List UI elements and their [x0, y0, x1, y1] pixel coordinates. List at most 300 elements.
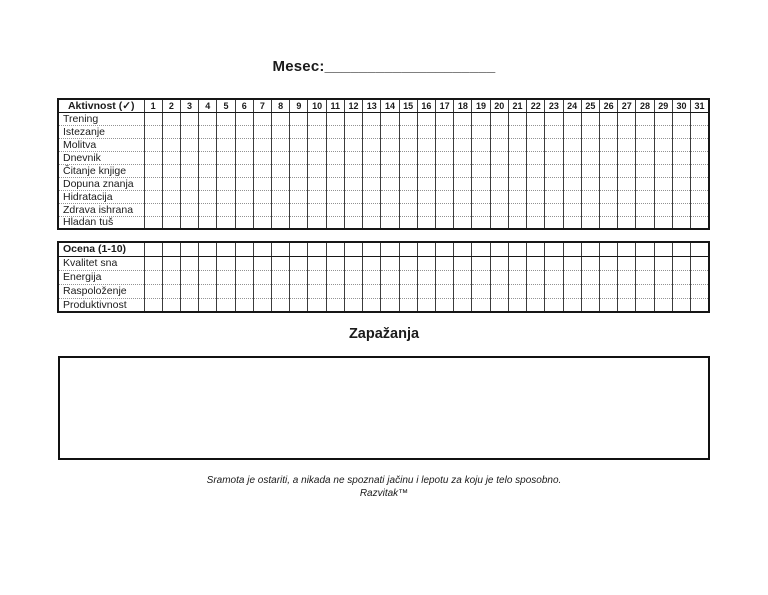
row-label: Hladan tuš [58, 216, 144, 229]
grid-cell [654, 298, 672, 312]
day-header-cell: 20 [490, 99, 508, 112]
activity-table [57, 98, 710, 230]
grid-cell [363, 112, 381, 125]
grid-cell [527, 112, 545, 125]
grid-cell [326, 284, 344, 298]
grid-cell [253, 125, 271, 138]
grid-cell [545, 177, 563, 190]
grid-cell [636, 177, 654, 190]
grid-cell [417, 270, 435, 284]
grid-cell [308, 164, 326, 177]
grid-cell [508, 190, 526, 203]
grid-cell [490, 284, 508, 298]
empty-header-cell [454, 242, 472, 256]
grid-cell [144, 298, 162, 312]
grid-cell [545, 138, 563, 151]
day-header-cell: 10 [308, 99, 326, 112]
day-header-cell: 27 [618, 99, 636, 112]
grid-cell [235, 298, 253, 312]
grid-cell [381, 203, 399, 216]
grid-cell [436, 298, 454, 312]
grid-cell [199, 112, 217, 125]
grid-cell [272, 112, 290, 125]
grid-cell [672, 256, 690, 270]
row-label: Dnevnik [58, 151, 144, 164]
grid-cell [235, 190, 253, 203]
grid-cell [253, 151, 271, 164]
grid-cell [144, 112, 162, 125]
grid-cell [180, 138, 198, 151]
grid-cell [399, 151, 417, 164]
grid-cell [654, 164, 672, 177]
grid-cell [545, 190, 563, 203]
grid-cell [508, 112, 526, 125]
day-header-cell: 31 [691, 99, 709, 112]
grid-cell [545, 284, 563, 298]
grid-cell [417, 203, 435, 216]
grid-cell [290, 151, 308, 164]
table-row [58, 112, 709, 125]
grid-cell [272, 125, 290, 138]
empty-header-cell [344, 242, 362, 256]
grid-cell [162, 256, 180, 270]
grid-cell [235, 138, 253, 151]
grid-cell [308, 138, 326, 151]
day-header-cell: 26 [599, 99, 617, 112]
grid-cell [599, 284, 617, 298]
grid-cell [235, 270, 253, 284]
table-row [58, 203, 709, 216]
grid-cell [217, 112, 235, 125]
grid-cell [162, 203, 180, 216]
grid-cell [326, 112, 344, 125]
grid-cell [581, 284, 599, 298]
table-row [58, 151, 709, 164]
table-row [58, 190, 709, 203]
grid-cell [399, 298, 417, 312]
grid-cell [308, 151, 326, 164]
row-label: Čitanje knjige [58, 164, 144, 177]
row-label: Istezanje [58, 125, 144, 138]
empty-header-cell [290, 242, 308, 256]
grid-cell [162, 112, 180, 125]
grid-cell [454, 112, 472, 125]
grid-cell [527, 177, 545, 190]
empty-header-cell [199, 242, 217, 256]
grid-cell [563, 151, 581, 164]
grid-cell [180, 284, 198, 298]
table-row [58, 177, 709, 190]
grid-cell [363, 298, 381, 312]
grid-cell [308, 284, 326, 298]
grid-cell [454, 125, 472, 138]
grid-cell [618, 256, 636, 270]
grid-cell [527, 190, 545, 203]
grid-cell [490, 164, 508, 177]
grid-cell [654, 112, 672, 125]
grid-cell [436, 125, 454, 138]
grid-cell [654, 190, 672, 203]
day-header-cell: 13 [363, 99, 381, 112]
grid-cell [144, 270, 162, 284]
table-header-label: Ocena (1-10) [58, 242, 144, 256]
grid-cell [180, 112, 198, 125]
grid-cell [417, 284, 435, 298]
grid-cell [180, 125, 198, 138]
grid-cell [326, 190, 344, 203]
grid-cell [217, 151, 235, 164]
grid-cell [563, 203, 581, 216]
grid-cell [363, 216, 381, 229]
grid-cell [472, 190, 490, 203]
grid-cell [508, 216, 526, 229]
grid-cell [199, 125, 217, 138]
grid-cell [199, 284, 217, 298]
grid-cell [563, 298, 581, 312]
grid-cell [563, 125, 581, 138]
grid-cell [290, 284, 308, 298]
grid-cell [508, 256, 526, 270]
grid-cell [581, 203, 599, 216]
grid-cell [508, 298, 526, 312]
grid-cell [290, 138, 308, 151]
grid-cell [618, 203, 636, 216]
grid-cell [326, 177, 344, 190]
grid-cell [162, 164, 180, 177]
grid-cell [363, 256, 381, 270]
grid-cell [454, 284, 472, 298]
grid-cell [691, 112, 709, 125]
grid-cell [672, 203, 690, 216]
grid-cell [454, 270, 472, 284]
grid-cell [235, 112, 253, 125]
grid-cell [672, 177, 690, 190]
grid-cell [654, 256, 672, 270]
grid-cell [344, 138, 362, 151]
grid-cell [672, 164, 690, 177]
header-row [58, 242, 709, 256]
grid-cell [454, 298, 472, 312]
grid-cell [581, 151, 599, 164]
grid-cell [290, 112, 308, 125]
grid-cell [272, 151, 290, 164]
grid-cell [399, 284, 417, 298]
grid-cell [308, 203, 326, 216]
grid-cell [417, 151, 435, 164]
grid-cell [217, 164, 235, 177]
grid-cell [199, 203, 217, 216]
grid-cell [490, 112, 508, 125]
table-row [58, 138, 709, 151]
grid-cell [199, 190, 217, 203]
grid-cell [308, 216, 326, 229]
grid-cell [381, 270, 399, 284]
grid-cell [672, 151, 690, 164]
empty-header-cell [436, 242, 454, 256]
day-header-cell: 4 [199, 99, 217, 112]
grid-cell [527, 164, 545, 177]
grid-cell [545, 216, 563, 229]
grid-cell [636, 284, 654, 298]
grid-cell [272, 203, 290, 216]
empty-header-cell [545, 242, 563, 256]
page-title [0, 58, 768, 75]
grid-cell [199, 151, 217, 164]
grid-cell [417, 177, 435, 190]
grid-cell [527, 138, 545, 151]
grid-cell [326, 298, 344, 312]
grid-cell [490, 203, 508, 216]
grid-cell [308, 270, 326, 284]
day-header-cell: 17 [436, 99, 454, 112]
grid-cell [508, 125, 526, 138]
grid-cell [290, 164, 308, 177]
grid-cell [217, 270, 235, 284]
grid-cell [381, 298, 399, 312]
grid-cell [581, 138, 599, 151]
grid-cell [162, 138, 180, 151]
row-label: Trening [58, 112, 144, 125]
grid-cell [599, 216, 617, 229]
grid-cell [399, 112, 417, 125]
grid-cell [436, 164, 454, 177]
grid-cell [563, 112, 581, 125]
grid-cell [599, 298, 617, 312]
empty-header-cell [490, 242, 508, 256]
grid-cell [527, 216, 545, 229]
day-header-cell: 15 [399, 99, 417, 112]
grid-cell [217, 125, 235, 138]
grid-cell [363, 270, 381, 284]
grid-cell [381, 284, 399, 298]
grid-cell [253, 164, 271, 177]
grid-cell [527, 284, 545, 298]
grid-cell [563, 138, 581, 151]
grid-cell [672, 270, 690, 284]
day-header-cell: 3 [180, 99, 198, 112]
empty-header-cell [399, 242, 417, 256]
grid-cell [162, 177, 180, 190]
grid-cell [199, 298, 217, 312]
grid-cell [454, 256, 472, 270]
grid-cell [563, 164, 581, 177]
grid-cell [363, 177, 381, 190]
grid-cell [472, 177, 490, 190]
day-header-cell: 7 [253, 99, 271, 112]
grid-cell [399, 125, 417, 138]
grid-cell [308, 125, 326, 138]
grid-cell [399, 164, 417, 177]
grid-cell [654, 177, 672, 190]
grid-cell [672, 216, 690, 229]
grid-cell [363, 164, 381, 177]
grid-cell [490, 138, 508, 151]
table-row [58, 284, 709, 298]
empty-header-cell [217, 242, 235, 256]
row-label: Raspoloženje [58, 284, 144, 298]
table-row [58, 270, 709, 284]
grid-cell [363, 190, 381, 203]
grid-cell [691, 298, 709, 312]
grid-cell [691, 190, 709, 203]
grid-cell [417, 125, 435, 138]
grid-cell [490, 216, 508, 229]
grid-cell [272, 177, 290, 190]
rating-table [57, 241, 710, 313]
empty-header-cell [363, 242, 381, 256]
grid-cell [180, 177, 198, 190]
grid-cell [636, 112, 654, 125]
grid-cell [490, 125, 508, 138]
month-label: Mesec: [272, 58, 325, 75]
grid-cell [308, 112, 326, 125]
grid-cell [545, 125, 563, 138]
grid-cell [636, 256, 654, 270]
grid-cell [290, 270, 308, 284]
grid-cell [508, 177, 526, 190]
grid-cell [326, 270, 344, 284]
grid-cell [636, 190, 654, 203]
grid-cell [344, 203, 362, 216]
grid-cell [308, 298, 326, 312]
grid-cell [326, 216, 344, 229]
grid-cell [581, 256, 599, 270]
grid-cell [399, 177, 417, 190]
grid-cell [563, 256, 581, 270]
grid-cell [599, 138, 617, 151]
grid-cell [672, 112, 690, 125]
empty-header-cell [326, 242, 344, 256]
grid-cell [235, 125, 253, 138]
notes-box [58, 356, 710, 460]
grid-cell [363, 125, 381, 138]
day-header-cell: 22 [527, 99, 545, 112]
grid-cell [545, 203, 563, 216]
grid-cell [381, 177, 399, 190]
grid-cell [545, 151, 563, 164]
grid-cell [217, 203, 235, 216]
grid-cell [326, 125, 344, 138]
grid-cell [472, 164, 490, 177]
empty-header-cell [308, 242, 326, 256]
table-row [58, 125, 709, 138]
grid-cell [599, 164, 617, 177]
grid-cell [599, 125, 617, 138]
day-header-cell: 18 [454, 99, 472, 112]
grid-cell [545, 270, 563, 284]
grid-cell [581, 125, 599, 138]
grid-cell [272, 164, 290, 177]
grid-cell [490, 298, 508, 312]
grid-cell [162, 284, 180, 298]
grid-cell [272, 216, 290, 229]
grid-cell [436, 138, 454, 151]
grid-cell [144, 284, 162, 298]
empty-header-cell [599, 242, 617, 256]
row-label: Energija [58, 270, 144, 284]
grid-cell [180, 298, 198, 312]
grid-cell [417, 164, 435, 177]
grid-cell [235, 151, 253, 164]
grid-cell [436, 284, 454, 298]
grid-cell [527, 270, 545, 284]
grid-cell [162, 125, 180, 138]
grid-cell [691, 164, 709, 177]
day-header-cell: 23 [545, 99, 563, 112]
grid-cell [144, 151, 162, 164]
grid-cell [563, 284, 581, 298]
grid-cell [654, 284, 672, 298]
grid-cell [618, 284, 636, 298]
grid-cell [599, 203, 617, 216]
grid-cell [253, 284, 271, 298]
grid-cell [417, 138, 435, 151]
empty-header-cell [162, 242, 180, 256]
grid-cell [344, 270, 362, 284]
table-row [58, 256, 709, 270]
day-header-cell: 14 [381, 99, 399, 112]
grid-cell [180, 203, 198, 216]
grid-cell [508, 151, 526, 164]
grid-cell [290, 216, 308, 229]
row-label: Molitva [58, 138, 144, 151]
grid-cell [472, 203, 490, 216]
grid-cell [272, 190, 290, 203]
grid-cell [162, 190, 180, 203]
grid-cell [599, 190, 617, 203]
grid-cell [599, 270, 617, 284]
grid-cell [344, 125, 362, 138]
grid-cell [618, 164, 636, 177]
grid-cell [235, 177, 253, 190]
grid-cell [381, 164, 399, 177]
grid-cell [654, 125, 672, 138]
grid-cell [581, 216, 599, 229]
grid-cell [290, 177, 308, 190]
grid-cell [199, 216, 217, 229]
empty-header-cell [381, 242, 399, 256]
row-label: Kvalitet sna [58, 256, 144, 270]
grid-cell [217, 216, 235, 229]
grid-cell [472, 125, 490, 138]
grid-cell [490, 151, 508, 164]
grid-cell [253, 112, 271, 125]
grid-cell [454, 138, 472, 151]
grid-cell [144, 256, 162, 270]
grid-cell [691, 125, 709, 138]
grid-cell [162, 151, 180, 164]
grid-cell [199, 138, 217, 151]
grid-cell [636, 164, 654, 177]
grid-cell [618, 125, 636, 138]
grid-cell [581, 270, 599, 284]
grid-cell [581, 298, 599, 312]
grid-cell [381, 216, 399, 229]
month-blank-line: ____________________ [324, 58, 496, 75]
empty-header-cell [253, 242, 271, 256]
grid-cell [618, 216, 636, 229]
day-header-cell: 8 [272, 99, 290, 112]
grid-cell [363, 138, 381, 151]
day-header-cell: 28 [636, 99, 654, 112]
grid-cell [217, 284, 235, 298]
day-header-cell: 29 [654, 99, 672, 112]
grid-cell [636, 125, 654, 138]
row-label: Hidratacija [58, 190, 144, 203]
day-header-cell: 25 [581, 99, 599, 112]
grid-cell [399, 138, 417, 151]
grid-cell [290, 298, 308, 312]
